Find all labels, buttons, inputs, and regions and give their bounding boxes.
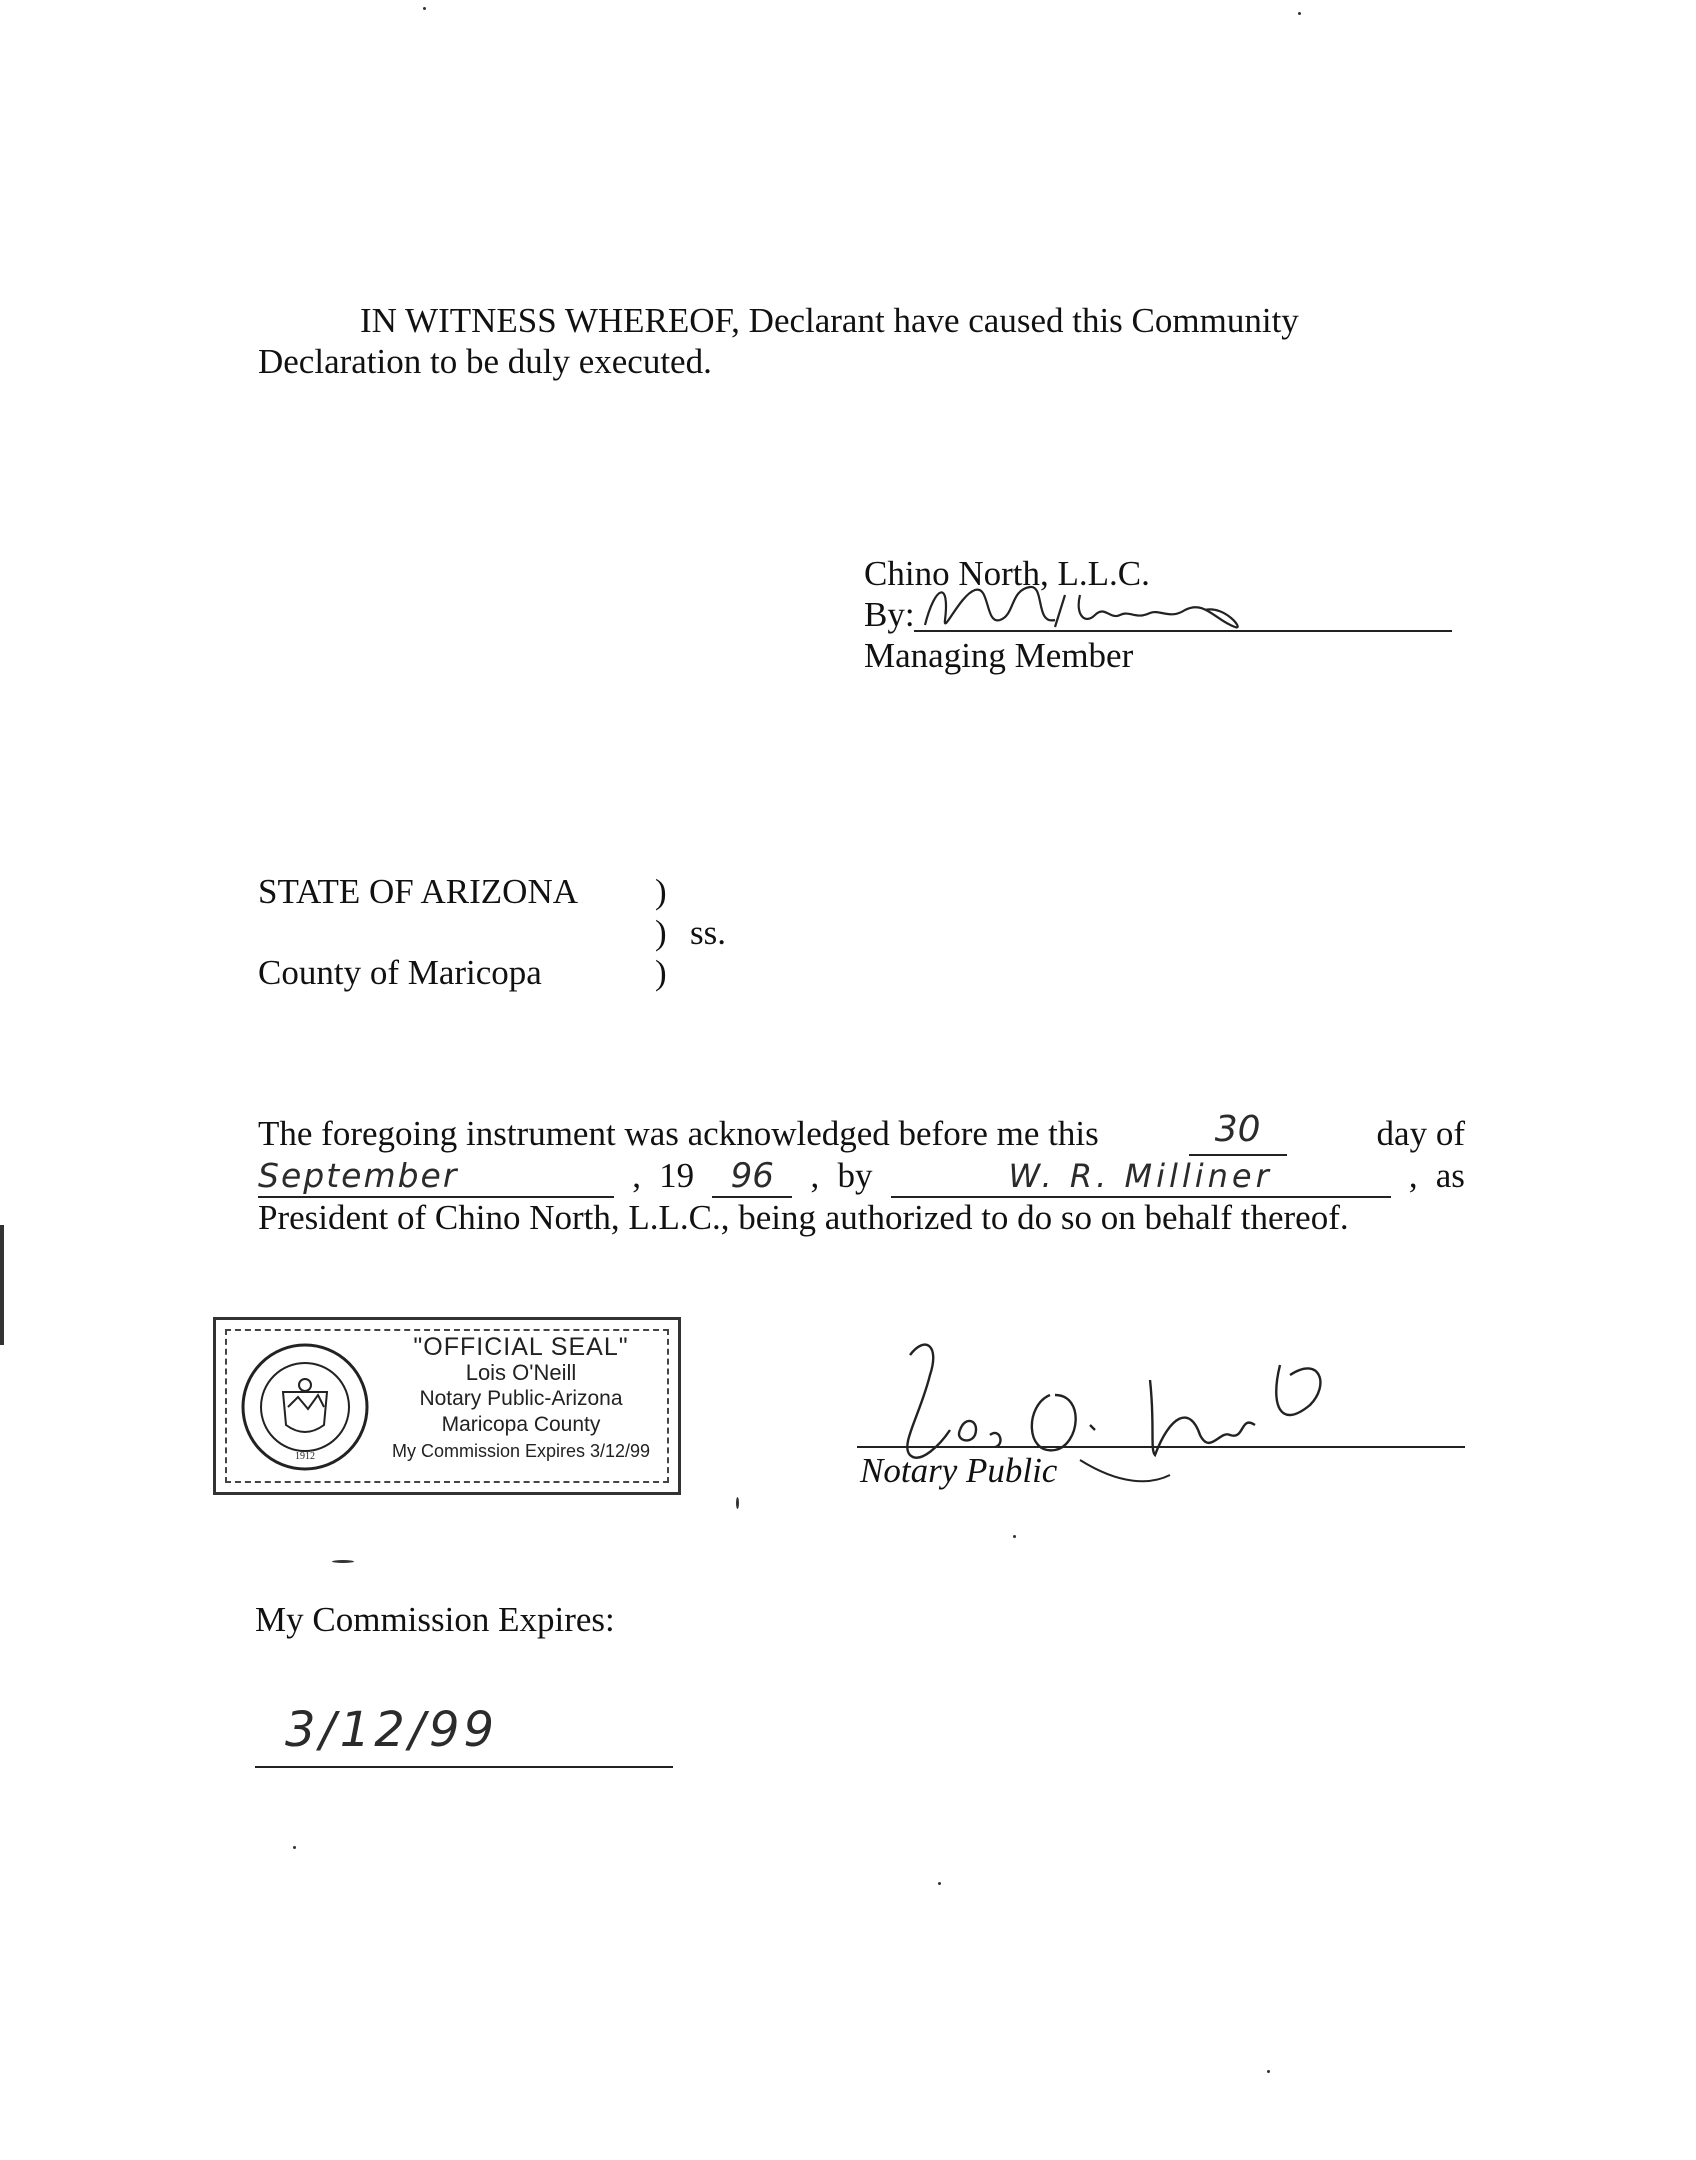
managing-member-signature <box>905 565 1295 650</box>
witness-line-1 <box>258 300 1465 341</box>
acknowledgment-paragraph <box>258 1109 1465 1238</box>
month-value: September <box>258 1156 459 1195</box>
month-field <box>258 1156 614 1198</box>
seal-county: Maricopa County <box>441 1413 601 1436</box>
great-seal-emblem-icon <box>238 1337 372 1477</box>
ack-line-1 <box>258 1109 1465 1156</box>
seal-commission: My Commission Expires 3/12/99 <box>391 1441 651 1461</box>
ack-line-2: September , 19 96 , by W. R. Milliner , as <box>258 1156 1465 1196</box>
venue-county: County of Maricopa <box>258 953 542 992</box>
scan-speck <box>938 1882 941 1885</box>
as-label: as <box>1435 1156 1465 1195</box>
year-prefix: 19 <box>659 1156 695 1195</box>
scan-speck <box>1267 2070 1270 2073</box>
commission-label: My Commission Expires: <box>255 1600 615 1639</box>
day-field <box>1189 1109 1287 1156</box>
witness-line-2: Declaration to be duly executed. <box>258 342 712 381</box>
ack-line-1-end: day of <box>1376 1114 1465 1153</box>
ack-line-1-start: The foregoing instrument was acknowledged before me this <box>258 1114 1099 1153</box>
scan-speck <box>1013 1535 1016 1538</box>
notary-signature-line <box>857 1446 1465 1448</box>
witness-paragraph <box>258 300 1465 382</box>
venue-ss: ss. <box>690 913 726 952</box>
scan-speck <box>423 7 426 10</box>
seal-text-block <box>371 1334 671 1464</box>
seal-year: 1912 <box>295 1451 315 1462</box>
signer-field <box>891 1156 1391 1198</box>
year-field <box>712 1156 792 1198</box>
seal-notary-name: Lois O'Neill <box>465 1360 577 1385</box>
signer-title: Managing Member <box>864 636 1134 675</box>
commission-date-line <box>255 1766 673 1768</box>
venue-paren-2: ) <box>655 913 667 952</box>
venue-paren-3: ) <box>655 953 667 992</box>
scan-speck <box>293 1846 296 1849</box>
by-label-ack: by <box>837 1156 873 1195</box>
witness-text-line-1: IN WITNESS WHEREOF, Declarant have caused this Community <box>360 301 1299 340</box>
seal-heading: "OFFICIAL SEAL" <box>413 1333 629 1361</box>
official-seal-stamp <box>213 1317 681 1495</box>
scan-speck <box>332 1560 354 1563</box>
venue-state: STATE OF ARIZONA <box>258 872 578 911</box>
year-value: 96 <box>730 1156 774 1196</box>
scan-edge-mark <box>0 1225 4 1345</box>
company-name: Chino North, L.L.C. <box>864 554 1150 593</box>
seal-notary-title: Notary Public-Arizona <box>419 1387 623 1410</box>
commission-date-value: 3/12/99 <box>285 1702 499 1758</box>
venue-paren-1: ) <box>655 872 667 911</box>
ack-line-3: President of Chino North, L.L.C., being authorized to do so on behalf thereof. <box>258 1198 1349 1237</box>
scan-speck <box>1298 12 1301 15</box>
day-value: 30 <box>1214 1109 1261 1150</box>
by-label: By: <box>864 595 915 634</box>
notary-label: Notary Public <box>860 1451 1058 1490</box>
scan-speck <box>736 1497 739 1509</box>
signer-value: W. R. Milliner <box>1008 1157 1273 1195</box>
